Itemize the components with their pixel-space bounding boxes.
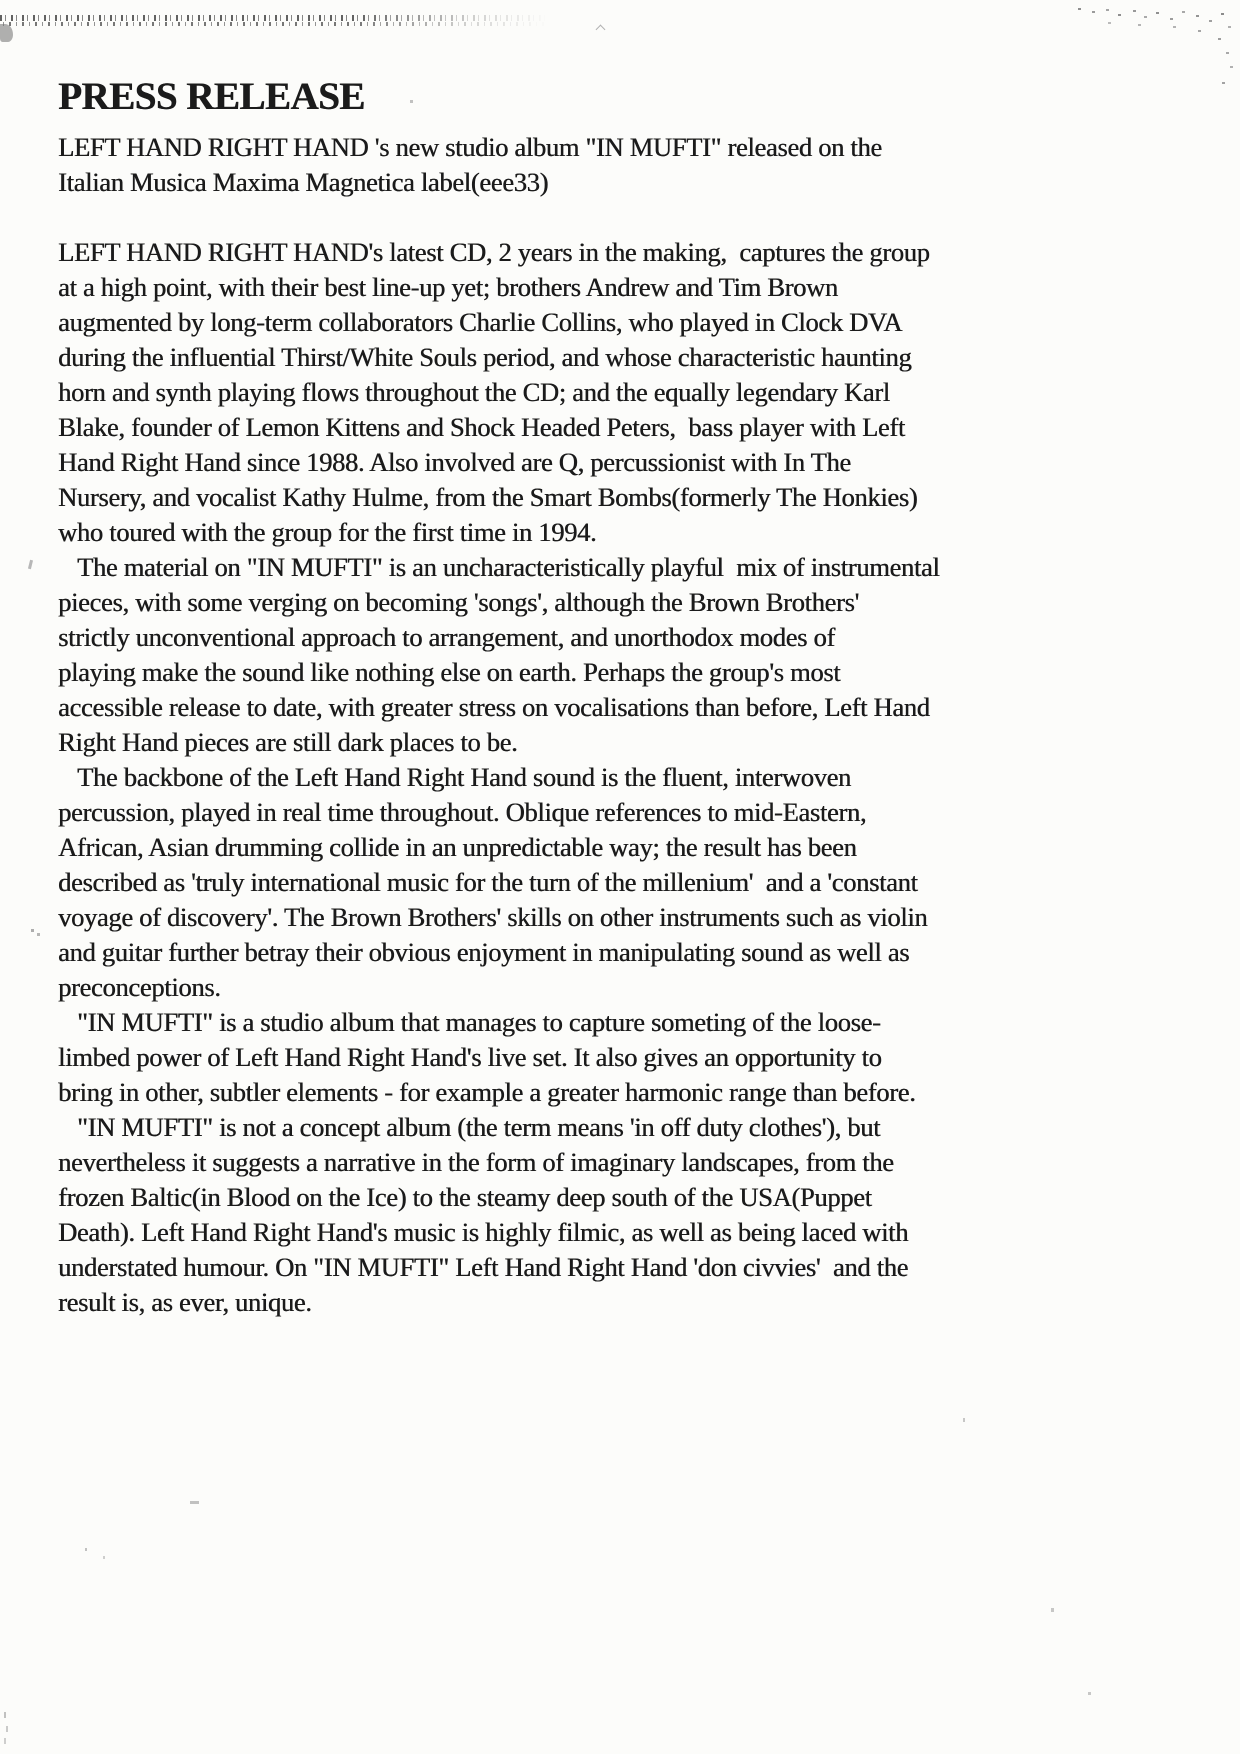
text-line: "IN MUFTI" is a studio album that manages to capture someting of the loose- <box>77 1007 881 1037</box>
text-line: who toured with the group for the first time in 1994. <box>58 517 597 547</box>
scan-speck <box>596 25 606 35</box>
text-line: African, Asian drumming collide in an unpredictable way; the result has been <box>58 832 857 862</box>
text-line: at a high point, with their best line-up yet; brothers Andrew and Tim Brown <box>58 272 838 302</box>
text-line: playing make the sound like nothing else on earth. Perhaps the group's most <box>58 657 841 687</box>
text-line: and guitar further betray their obvious enjoyment in manipulating sound as well as <box>58 937 910 967</box>
text-line: Right Hand pieces are still dark places to be. <box>58 727 518 757</box>
heading-line: Italian Musica Maxima Magnetica label(eee33) <box>58 167 549 197</box>
text-line: voyage of discovery'. The Brown Brothers' skills on other instruments such as violin <box>58 902 928 932</box>
heading-line: LEFT HAND RIGHT HAND 's new studio album "IN MUFTI" released on the <box>58 132 882 162</box>
text-line: Nursery, and vocalist Kathy Hulme, from the Smart Bombs(formerly The Honkies) <box>58 482 918 512</box>
page-title: PRESS RELEASE <box>58 75 365 119</box>
text-line: bring in other, subtler elements - for example a greater harmonic range than before. <box>58 1077 916 1107</box>
text-line: augmented by long-term collaborators Charlie Collins, who played in Clock DVA <box>58 307 903 337</box>
scan-speck <box>963 1418 965 1422</box>
scan-speck <box>28 560 33 569</box>
text-line: understated humour. On "IN MUFTI" Left Hand Right Hand 'don civvies' and the <box>58 1252 909 1282</box>
text-line: result is, as ever, unique. <box>58 1287 312 1317</box>
scan-noise-speckles <box>1078 8 1238 108</box>
scan-speck <box>1051 1608 1054 1612</box>
text-line: pieces, with some verging on becoming 'songs', although the Brown Brothers' <box>58 587 859 617</box>
text-line: LEFT HAND RIGHT HAND's latest CD, 2 years in the making, captures the group <box>58 237 930 267</box>
text-line: The material on "IN MUFTI" is an uncharacteristically playful mix of instrumental <box>77 552 940 582</box>
text-line: described as 'truly international music for the turn of the millenium' and a 'constant <box>58 867 918 897</box>
text-line: strictly unconventional approach to arrangement, and unorthodox modes of <box>58 622 835 652</box>
scan-speck <box>410 100 413 103</box>
scan-noise-band <box>0 12 548 29</box>
scan-speck <box>4 1712 6 1718</box>
scan-speck <box>85 1548 87 1551</box>
scan-speck <box>190 1501 199 1504</box>
scan-speck <box>31 929 34 932</box>
text-line: The backbone of the Left Hand Right Hand sound is the fluent, interwoven <box>77 762 851 792</box>
text-line: frozen Baltic(in Blood on the Ice) to the steamy deep south of the USA(Puppet <box>58 1182 872 1212</box>
text-line: Death). Left Hand Right Hand's music is highly filmic, as well as being laced with <box>58 1217 909 1247</box>
text-line: nevertheless it suggests a narrative in the form of imaginary landscapes, from the <box>58 1147 894 1177</box>
text-line: during the influential Thirst/White Souls period, and whose characteristic haunting <box>58 342 912 372</box>
text-line: horn and synth playing flows throughout the CD; and the equally legendary Karl <box>58 377 890 407</box>
scan-speck <box>1088 1692 1091 1695</box>
text-line: Blake, founder of Lemon Kittens and Shock Headed Peters, bass player with Left <box>58 412 905 442</box>
scan-noise-blob <box>0 24 13 42</box>
text-line: "IN MUFTI" is not a concept album (the term means 'in off duty clothes'), but <box>77 1112 881 1142</box>
document-text-column <box>58 130 939 1320</box>
text-line: percussion, played in real time throughout. Oblique references to mid-Eastern, <box>58 797 867 827</box>
text-line: Hand Right Hand since 1988. Also involved are Q, percussionist with In The <box>58 447 851 477</box>
text-line: preconceptions. <box>58 972 221 1002</box>
text-line: limbed power of Left Hand Right Hand's live set. It also gives an opportunity to <box>58 1042 882 1072</box>
text-line: accessible release to date, with greater stress on vocalisations than before, Left Hand <box>58 692 930 722</box>
blank-line <box>58 200 939 235</box>
